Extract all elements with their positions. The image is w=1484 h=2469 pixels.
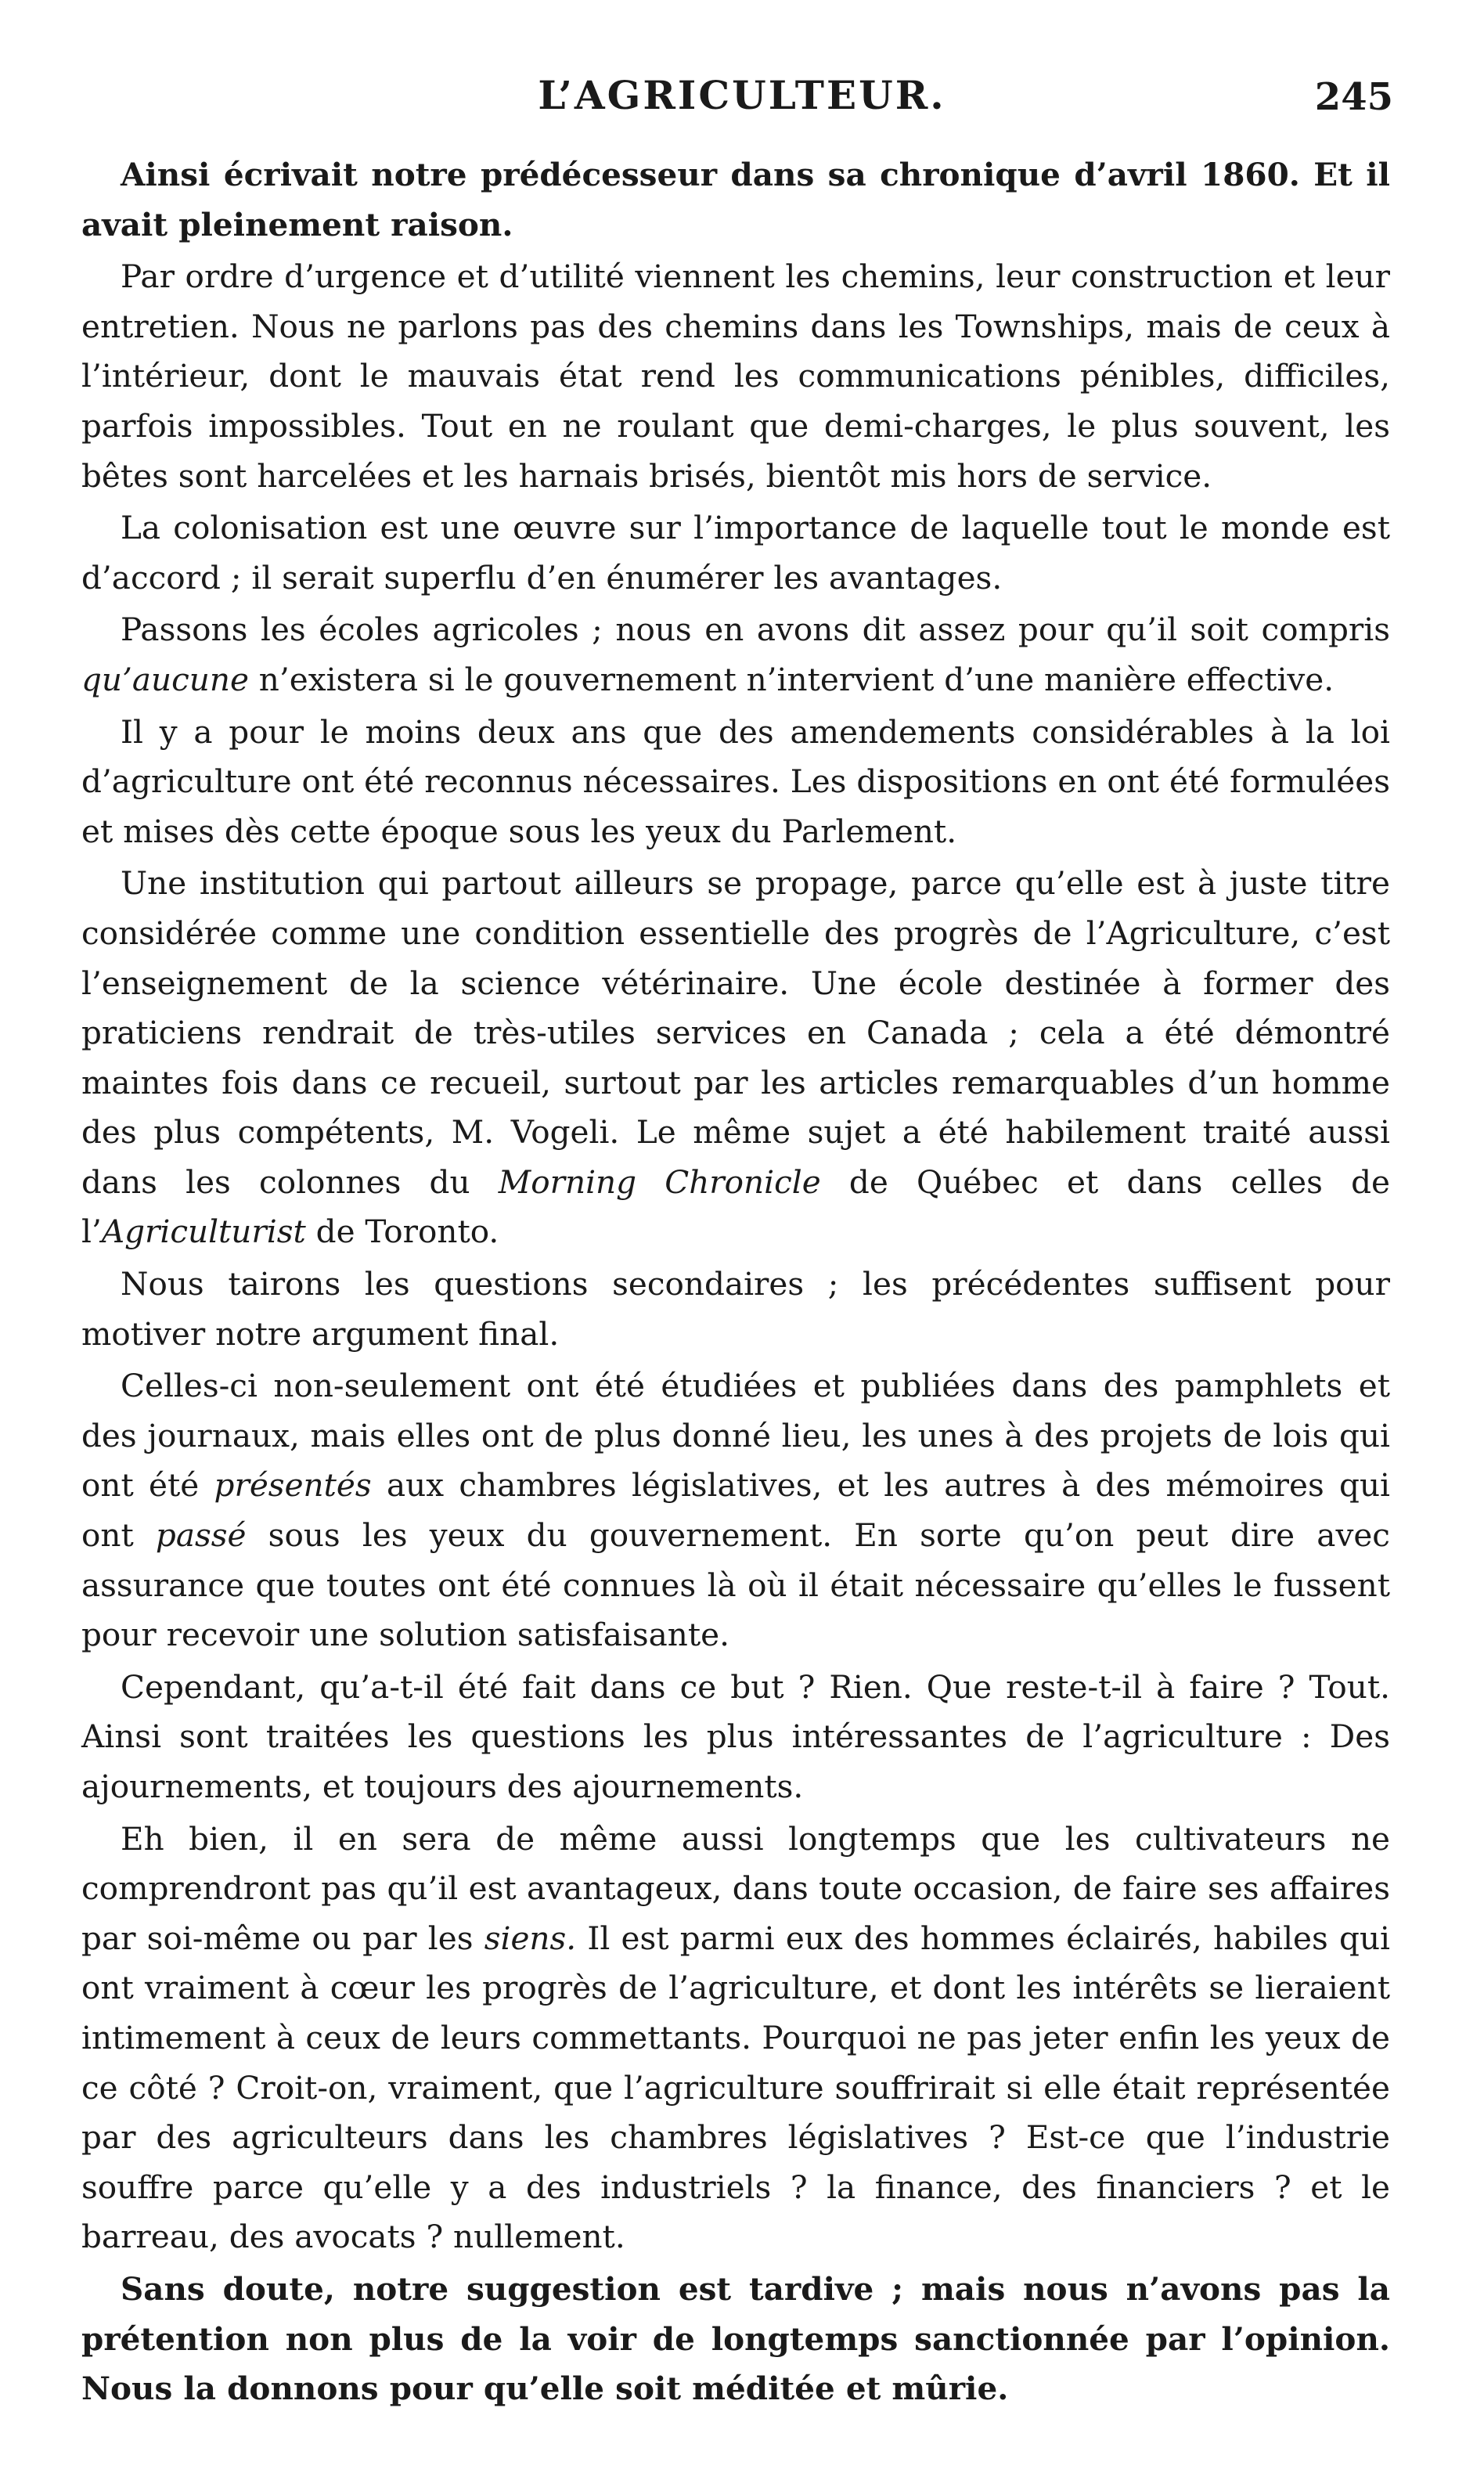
- text-run: sous les yeux du gouvernement. En sorte qu’on peut dire avec assurance que toutes ont été connues là où il était nécessaire qu’elles le fussent pour recevoir une solution satisfaisante.: [81, 1516, 1390, 1654]
- paragraph: [81, 1815, 1390, 2262]
- page-header: [0, 72, 1484, 127]
- paragraph: [81, 605, 1390, 705]
- paragraph: [81, 1663, 1390, 1812]
- text-run: aux chambres législatives, et les autres à des mémoires qui ont: [81, 1466, 1390, 1555]
- text-run: Il est parmi eux des hommes éclairés, habiles qui ont vraiment à cœur les progrès de l’agriculture, et dont les intérêts se lieraient intimement à ceux de leurs commettants. Pourquoi ne pas jeter enfin les yeux de ce côté ? Croit-on, vraiment, que l’agriculture souffrirait si elle était représentée par des agriculteurs dans les chambres législatives ? Est-ce que l’industrie souffre parce qu’elle y a des industriels ? la finance, des financiers ? et le barreau, des avocats ? nullement.: [81, 1919, 1390, 2256]
- text-run: Passons les écoles agricoles ; nous en avons dit assez pour qu’il soit compris: [121, 611, 1390, 649]
- paragraph: [81, 503, 1390, 603]
- paragraph: [81, 1260, 1390, 1359]
- italic-text: Agriculturist: [101, 1213, 306, 1251]
- italic-text: présentés: [214, 1466, 372, 1505]
- paragraph: [81, 2265, 1390, 2414]
- text-run: Il y a pour le moins deux ans que des amendements considérables à la loi d’agriculture ont été reconnus nécessaires. Les dispositions en ont été formulées et mises dès cette époque sous les yeux du Parlement.: [81, 712, 1390, 850]
- text-run: de Québec et dans celles de l’: [81, 1162, 1391, 1251]
- text-run: Nous tairons les questions secondaires ; les précédentes suffisent pour motiver notre argument final.: [81, 1265, 1390, 1353]
- italic-text: qu’aucune: [81, 660, 249, 698]
- text-run: La colonisation est une œuvre sur l’importance de laquelle tout le monde est d’accord ; il serait superflu d’en énumérer les avantages.: [81, 509, 1390, 597]
- text-run: Sans doute, notre suggestion est tardive ; mais nous n’avons pas la prétention non plus de la voir de longtemps sanctionnée par l’opinion. Nous la donnons pour qu’elle soit méditée et mûrie.: [81, 2269, 1390, 2408]
- text-run: Celles-ci non-seulement ont été étudiées et publiées dans des pamphlets et des journaux, mais elles ont de plus donné lieu, les unes à des projets de lois qui ont été: [81, 1367, 1390, 1505]
- paragraph: [81, 859, 1390, 1257]
- text-run: Ainsi écrivait notre prédécesseur dans sa chronique d’avril 1860. Et il avait pleinement raison.: [81, 156, 1390, 243]
- text-run: Par ordre d’urgence et d’utilité viennent les chemins, leur construction et leur entretien. Nous ne parlons pas des chemins dans les Townships, mais de ceux à l’intérieur, dont le mauvais état rend les communications pénibles, difficiles, parfois impossibles. Tout en ne roulant que demi-charges, le plus souvent, les bêtes sont harcelées et les harnais brisés, bientôt mis hors de service.: [81, 258, 1390, 495]
- text-run: de Toronto.: [305, 1213, 499, 1251]
- text-run: Une institution qui partout ailleurs se propage, parce qu’elle est à juste titre considérée comme une condition essentielle des progrès de l’Agriculture, c’est l’enseignement de la science vétérinaire. Une école destinée à former des praticiens rendrait de très-utiles services en Canada ; cela a été démontré maintes fois dans ce recueil, surtout par les articles remarquables d’un homme des plus compétents, M. Vogeli. Le même sujet a été habilement traité aussi dans les colonnes du: [81, 864, 1390, 1201]
- paragraph: [81, 252, 1390, 501]
- text-run: n’existera si le gouvernement n’intervient d’une manière effective.: [248, 660, 1335, 698]
- text-run: Cependant, qu’a-t-il été fait dans ce but ? Rien. Que reste-t-il à faire ? Tout. Ainsi sont traitées les questions les plus intéressantes de l’agriculture : Des ajournements, et toujours des ajournements.: [81, 1667, 1390, 1805]
- italic-text: passé: [155, 1516, 247, 1555]
- paragraph: [81, 150, 1390, 250]
- paragraph: [81, 1361, 1390, 1660]
- italic-text: Morning Chronicle: [498, 1162, 821, 1201]
- text-run: Eh bien, il en sera de même aussi longtemps que les cultivateurs ne comprendront pas qu’il est avantageux, dans toute occasion, de faire ses affaires par soi-même ou par les: [81, 1819, 1390, 1957]
- italic-text: siens.: [484, 1919, 577, 1957]
- paragraph: [81, 708, 1390, 857]
- page-number: 245: [1314, 75, 1393, 119]
- article-body: [81, 150, 1390, 2417]
- running-head: L’AGRICULTEUR.: [538, 72, 946, 118]
